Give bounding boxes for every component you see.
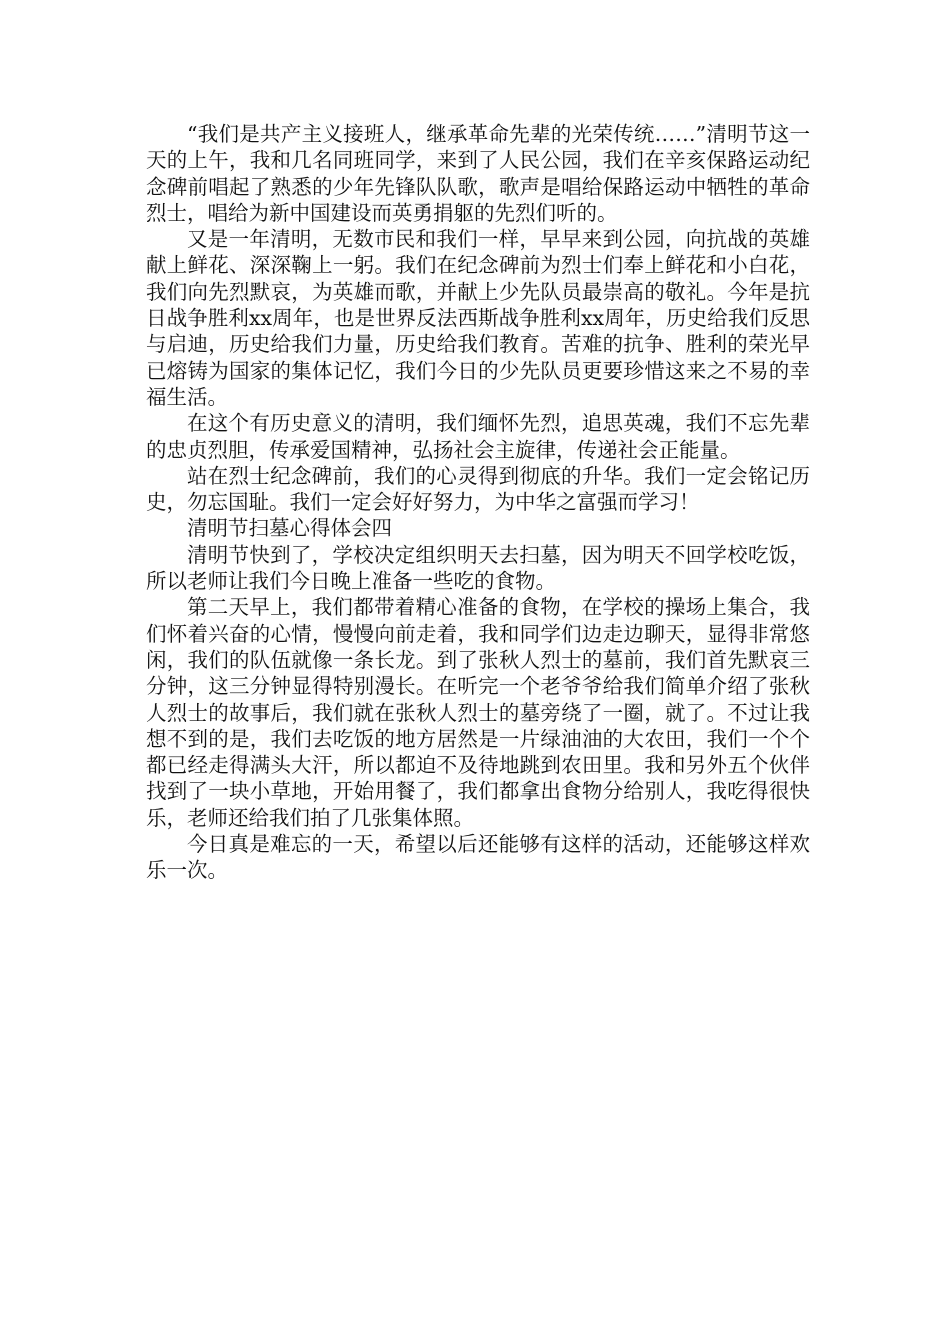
paragraph-3: 在这个有历史意义的清明，我们缅怀先烈，追思英魂，我们不忘先辈的忠贞烈胆，传承爱国精神，弘扬社会主旋律，传递社会正能量。: [146, 411, 810, 462]
section-heading: 清明节扫墓心得体会四: [187, 516, 392, 541]
paragraph-7: 今日真是难忘的一天，希望以后还能够有这样的活动，还能够这样欢乐一次。: [146, 832, 810, 883]
paragraph-5: 清明节快到了，学校决定组织明天去扫墓，因为明天不回学校吃饭，所以老师让我们今日晚上准备一些吃的食物。: [146, 542, 810, 594]
paragraph-6: 第二天早上，我们都带着精心准备的食物，在学校的操场上集合，我们怀着兴奋的心情，慢慢向前走着，我和同学们边走边聊天，显得非常悠闲，我们的队伍就像一条长龙。到了张秋人烈士的墓前，我们首先默哀三分钟，这三分钟显得特别漫长。在听完一个老爷爷给我们简单介绍了张秋人烈士的故事后，我们就在张秋人烈士的墓旁绕了一圈，就了。不过让我想不到的是，我们去吃饭的地方居然是一片绿油油的大农田，我们一个个都已经走得满头大汗，所以都迫不及待地跳到农田里。我和另外五个伙伴找到了一块小草地，开始用餐了，我们都拿出食物分给别人，我吃得很快乐，老师还给我们拍了几张集体照。: [146, 595, 810, 830]
document-body: [146, 121, 810, 884]
paragraph-2: 又是一年清明，无数市民和我们一样，早早来到公园，向抗战的英雄献上鲜花、深深鞠上一躬。我们在纪念碑前为烈士们奉上鲜花和小白花，我们向先烈默哀，为英雄而歌，并献上少先队员最崇高的敬礼。今年是抗日战争胜利xx周年，也是世界反法西斯战争胜利xx周年，历史给我们反思与启迪，历史给我们力量，历史给我们教育。苦难的抗争、胜利的荣光早已熔铸为国家的集体记忆，我们今日的少先队员更要珍惜这来之不易的幸福生活。: [146, 227, 810, 409]
paragraph-4: 站在烈士纪念碑前，我们的心灵得到彻底的升华。我们一定会铭记历史，勿忘国耻。我们一定会好好努力，为中华之富强而学习！: [146, 463, 810, 515]
paragraph-1: “我们是共产主义接班人，继承革命先辈的光荣传统……”清明节这一天的上午，我和几名同班同学，来到了人民公园，我们在辛亥保路运动纪念碑前唱起了熟悉的少年先锋队队歌，歌声是唱给保路运动中牺牲的革命烈士，唱给为新中国建设而英勇捐躯的先烈们听的。: [146, 122, 810, 225]
